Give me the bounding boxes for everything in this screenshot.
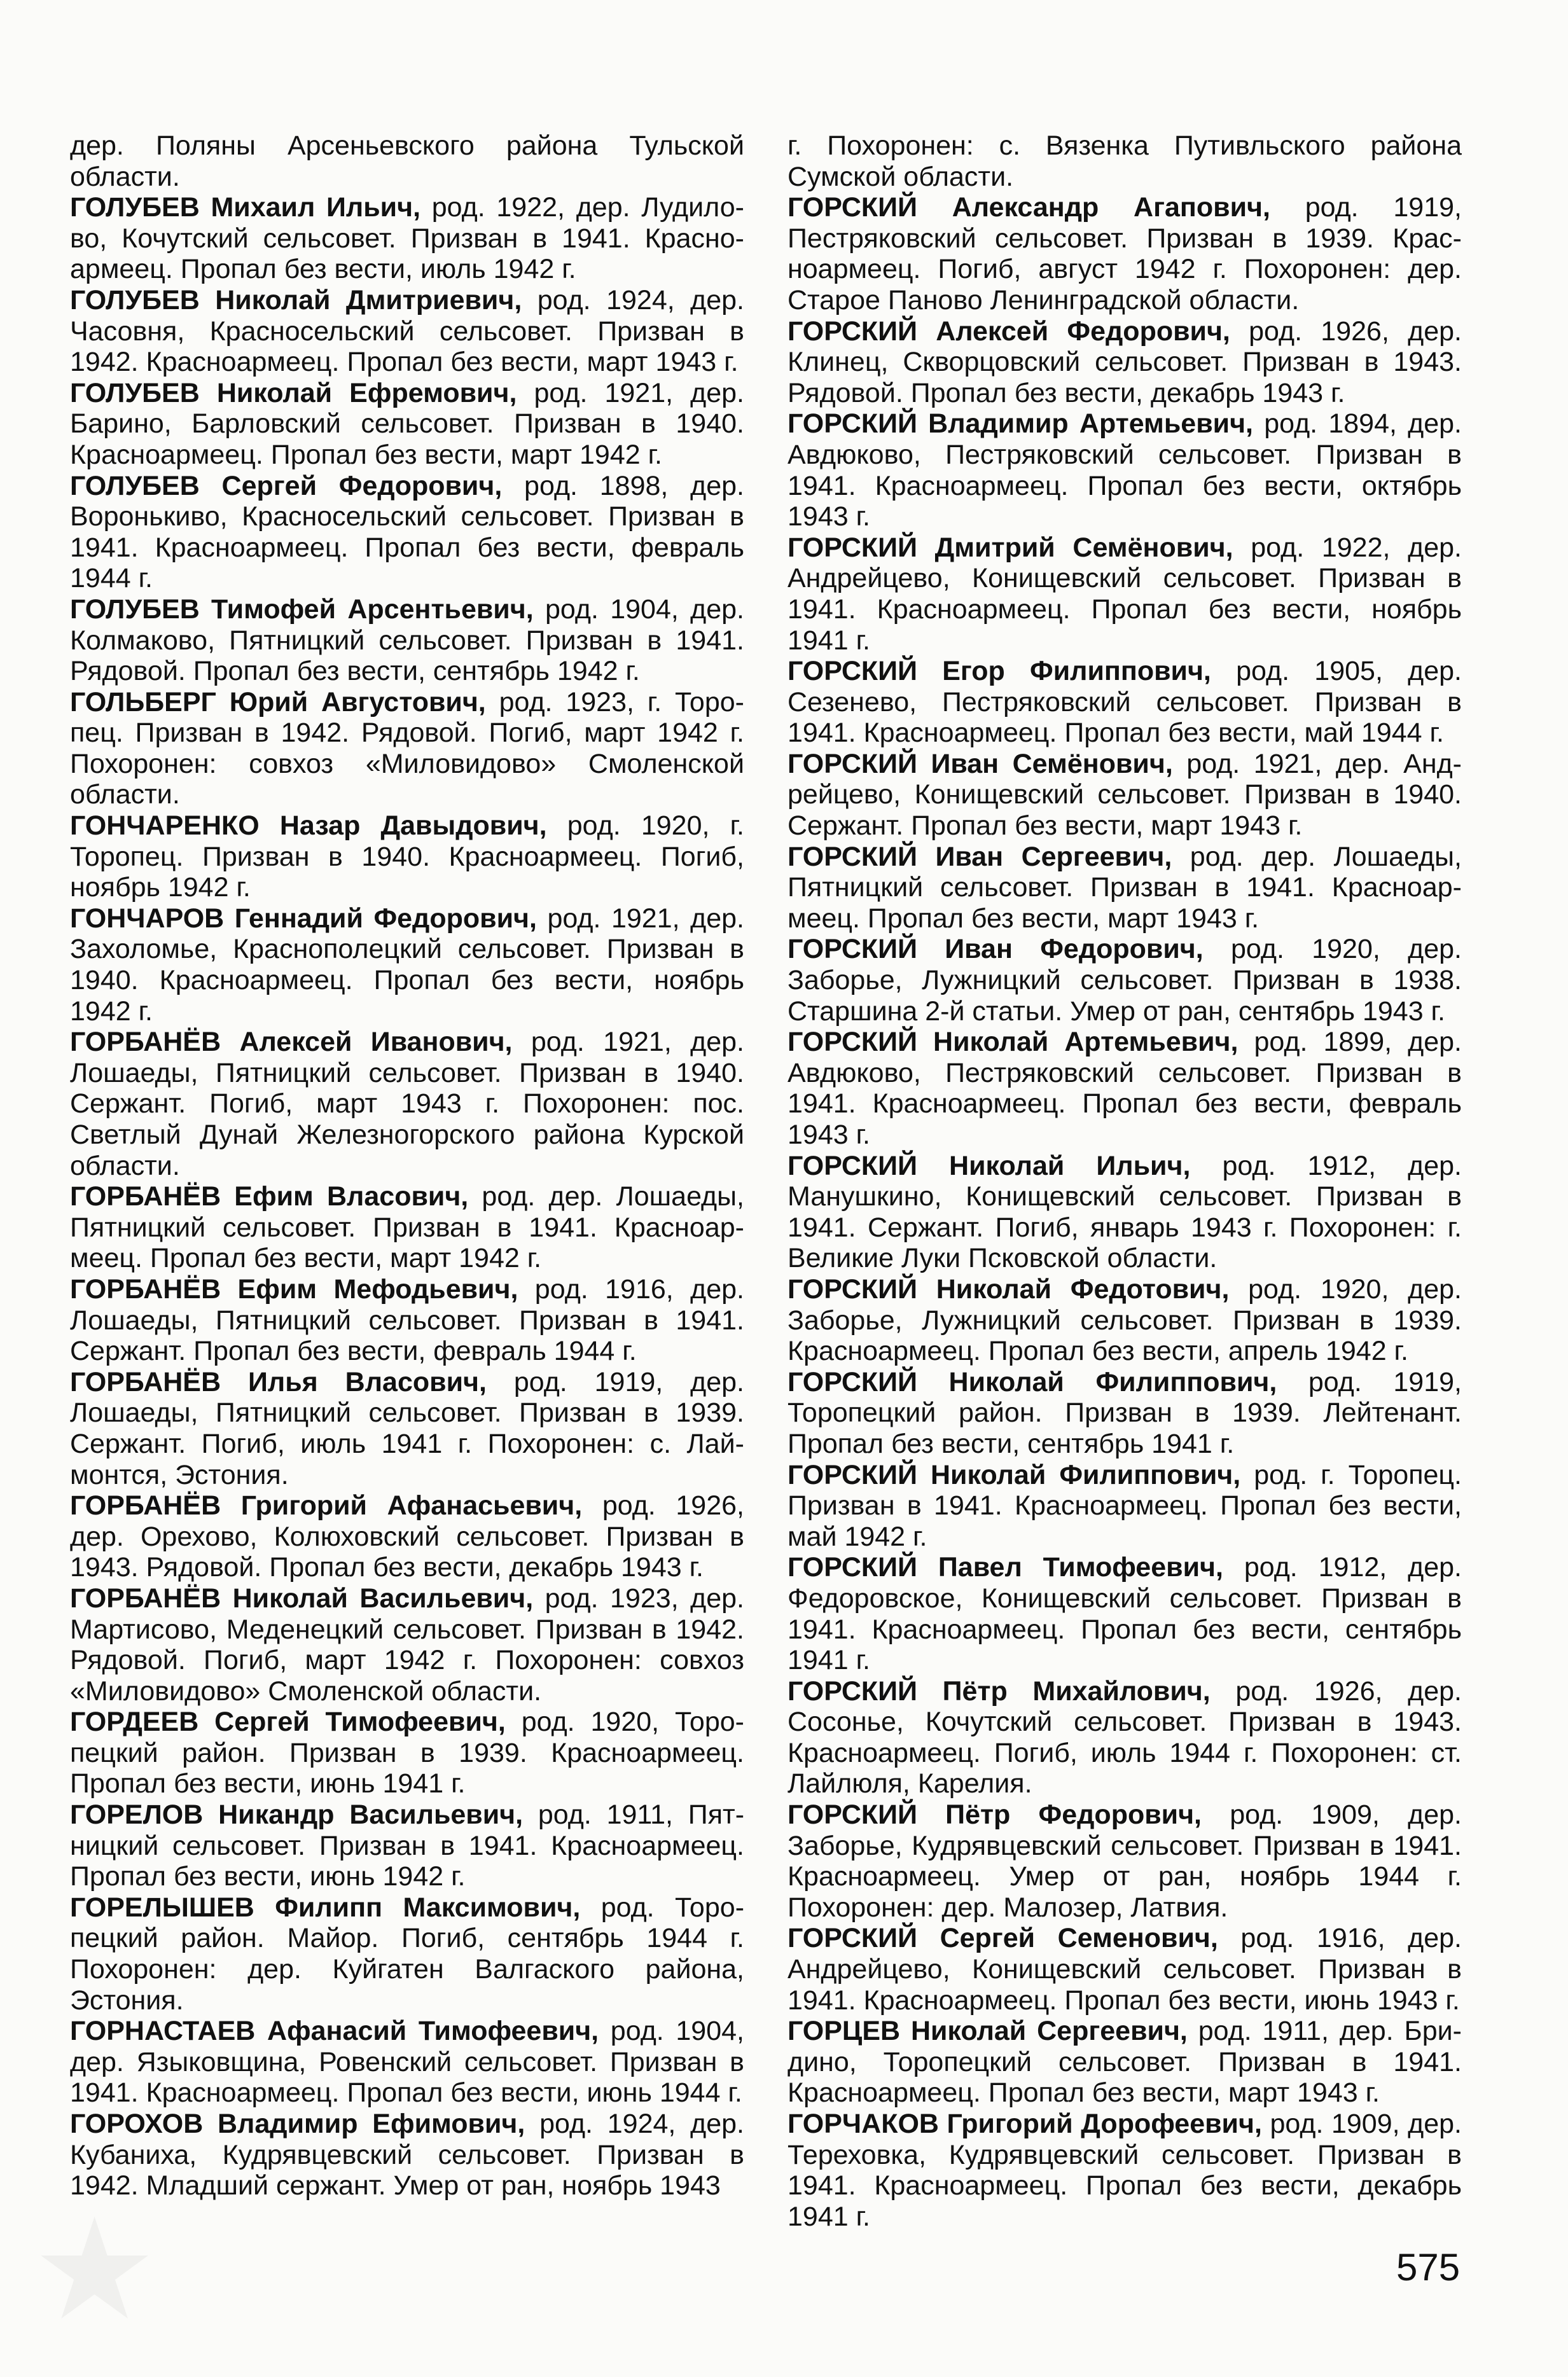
entry-text: род. г. Торопец. Призван в 1941. Красноармеец. Пропал без вести, май 1942 г.	[787, 1459, 1462, 1552]
entry-name: ГОРОХОВ Владимир Ефимович,	[70, 2109, 525, 2139]
entry	[70, 2016, 744, 2109]
entry-text: род. 1899, дер. Авдюково, Пестряковский сельсовет. Призван в 1941. Красноармеец. Пропал без вести, февраль 1943 г.	[787, 1027, 1462, 1150]
entry-text: г. Похоронен: с. Вязенка Путивльского района Сумской области.	[787, 130, 1462, 192]
entry-text: род. 1922, дер. Андрейцево, Конищевский сельсовет. Призван в 1941. Красноармеец. Пропал без вести, ноябрь 1941 г.	[787, 532, 1462, 656]
entry-text: род. 1926, дер. Орехово, Колюховский сельсовет. Призван в 1943. Рядовой. Пропал без вести, декабрь 1943 г.	[70, 1490, 744, 1583]
entry	[787, 656, 1462, 749]
entry-text: род. 1926, дер. Клинец, Скворцовский сельсовет. Призван в 1943. Рядовой. Пропал без вести, декабрь 1943 г.	[787, 315, 1462, 408]
entry	[787, 2016, 1462, 2109]
entry-name: ГОРЕЛОВ Никандр Васильевич,	[70, 1799, 524, 1831]
entry-name: ГОЛЬБЕРГ Юрий Августович,	[70, 686, 486, 717]
entry-name: ГОРСКИЙ Иван Федорович,	[787, 934, 1204, 965]
entry	[787, 1799, 1462, 1923]
entry-text: род. 1924, дер. Кубаниха, Кудрявцевский сельсовет. Призван в 1942. Младший сержант. Умер от ран, ноябрь 1943	[70, 2109, 744, 2201]
entry-name: ГОРСКИЙ Пётр Михайлович,	[787, 1675, 1211, 1707]
entry	[70, 2109, 744, 2201]
entry-name: ГОРСКИЙ Иван Сергеевич,	[787, 841, 1172, 872]
entry-name: ГОРСКИЙ Николай Филиппович,	[787, 1366, 1277, 1397]
entry	[70, 1181, 744, 1274]
entry-text: род. 1904, дер. Колмаково, Пятницкий сельсовет. Призван в 1941. Рядовой. Пропал без вести, сентябрь 1942 г.	[70, 593, 744, 687]
entry-name: ГОРСКИЙ Николай Ильич,	[787, 1150, 1191, 1181]
entry-name: ГОРСКИЙ Алексей Федорович,	[787, 315, 1230, 347]
entry-text: род. 1904, дер. Языковщина, Ровенский сельсовет. Призван в 1941. Красноармеец. Пропал без вести, июнь 1944 г.	[70, 2016, 744, 2109]
entry-name: ГОЛУБЕВ Николай Ефремович,	[70, 377, 517, 408]
entry	[787, 192, 1462, 315]
entry-name: ГОРСКИЙ Егор Филиппович,	[787, 656, 1211, 687]
entry	[70, 285, 744, 378]
entry-name: ГОРДЕЕВ Сергей Тимофеевич,	[70, 1707, 506, 1738]
entry-text: род. 1911, дер. Бридино, Торопецкий сельсовет. Призван в 1941. Красноармеец. Пропал без вести, март 1943 г.	[787, 2016, 1462, 2109]
watermark-star-icon: ★	[32, 2191, 158, 2348]
entry	[70, 1490, 744, 1583]
entry	[70, 471, 744, 594]
entry-name: ГОРЧАКОВ Григорий Дорофеевич,	[787, 2109, 1262, 2139]
entry-name: ГОНЧАРОВ Геннадий Федорович,	[70, 903, 537, 934]
entry-name: ГОРСКИЙ Николай Филиппович,	[787, 1459, 1241, 1490]
entry-text: род. 1909, дер. Заборье, Кудрявцевский сельсовет. Призван в 1941. Красноармеец. Умер от ран, ноябрь 1944 г. Похоронен: дер. Малозер, Латвия.	[787, 1799, 1462, 1923]
entry-name: ГОРСКИЙ Иван Семёнович,	[787, 748, 1173, 779]
entry	[787, 1676, 1462, 1799]
entry-text: род. дер. Лошаеды, Пятницкий сельсовет. Призван в 1941. Красноармеец. Пропал без вести, март 1942 г.	[70, 1181, 744, 1274]
entry-text: род. 1894, дер. Авдюково, Пестряковский сельсовет. Призван в 1941. Красноармеец. Пропал без вести, октябрь 1943 г.	[787, 408, 1462, 532]
entry	[787, 1367, 1462, 1460]
entry-name: ГОРЕЛЫШЕВ Филипп Максимович,	[70, 1892, 581, 1923]
entry	[787, 1552, 1462, 1675]
entry	[70, 1367, 744, 1490]
entry-text: род. Торопецкий район. Майор. Погиб, сентябрь 1944 г. Похоронен: дер. Куйгатен Валгаского района, Эстония.	[70, 1892, 745, 2016]
entry-name: ГОРБАНЁВ Ефим Власович,	[70, 1181, 469, 1212]
entry-name: ГОРСКИЙ Дмитрий Семёнович,	[787, 532, 1233, 563]
entry-text: род. 1922, дер. Лудилово, Кочутский сельсовет. Призван в 1941. Красноармеец. Пропал без вести, июль 1942 г.	[70, 192, 744, 285]
entry-text: род. 1921, дер. Андрейцево, Конищевский сельсовет. Призван в 1940. Сержант. Пропал без вести, март 1943 г.	[787, 748, 1462, 842]
entry-name: ГОРБАНЁВ Ефим Мефодьевич,	[70, 1273, 518, 1305]
entry-text: род. 1926, дер. Сосонье, Кочутский сельсовет. Призван в 1943. Красноармеец. Погиб, июль 1944 г. Похоронен: ст. Лайлюля, Карелия.	[787, 1675, 1462, 1799]
entry	[787, 408, 1462, 532]
entry-text: род. 1920, дер. Заборье, Лужницкий сельсовет. Призван в 1939. Красноармеец. Пропал без вести, апрель 1942 г.	[787, 1273, 1462, 1367]
entry-text: род. 1923, г. Торопец. Призван в 1942. Рядовой. Погиб, март 1942 г. Похоронен: совхоз «Миловидово» Смоленской области.	[70, 686, 744, 810]
entry-name: ГОЛУБЕВ Сергей Федорович,	[70, 470, 503, 501]
entry	[787, 934, 1462, 1027]
entry	[787, 532, 1462, 656]
entry	[787, 842, 1462, 934]
entry	[787, 1460, 1462, 1553]
entry	[70, 1799, 744, 1892]
entry-text: род. 1916, дер. Лошаеды, Пятницкий сельсовет. Призван в 1941. Сержант. Пропал без вести, февраль 1944 г.	[70, 1273, 744, 1367]
entry-name: ГОЛУБЕВ Тимофей Арсентьевич,	[70, 593, 534, 625]
entry-text: род. 1909, дер. Тереховка, Кудрявцевский сельсовет. Призван в 1941. Красноармеец. Пропал без вести, декабрь 1941 г.	[787, 2109, 1462, 2232]
entry	[70, 1583, 744, 1707]
entry-text: род. 1920, г. Торопец. Призван в 1940. Красноармеец. Погиб, ноябрь 1942 г.	[70, 810, 744, 903]
entry-name: ГОРБАНЁВ Илья Власович,	[70, 1366, 487, 1397]
entry-text: род. 1921, дер. Барино, Барловский сельсовет. Призван в 1940. Красноармеец. Пропал без вести, март 1942 г.	[70, 377, 745, 470]
entry-name: ГОЛУБЕВ Николай Дмитриевич,	[70, 284, 522, 315]
right-column	[787, 130, 1462, 2232]
entry	[70, 192, 744, 285]
entry-name: ГОРБАНЁВ Николай Васильевич,	[70, 1583, 534, 1614]
entry-text: род. 1911, Пятницкий сельсовет. Призван в 1941. Красноармеец. Пропал без вести, июнь 1942 г.	[70, 1799, 745, 1892]
entry-text: род. дер. Лошаеды, Пятницкий сельсовет. Призван в 1941. Красноармеец. Пропал без вести, март 1943 г.	[787, 841, 1462, 934]
entry-text: род. 1920, дер. Заборье, Лужницкий сельсовет. Призван в 1938. Старшина 2-й статьи. Умер от ран, сентябрь 1943 г.	[787, 934, 1462, 1027]
entry-text: род. 1919, Пестряковский сельсовет. Призван в 1939. Красноармеец. Погиб, август 1942 г. Похоронен: дер. Старое Паново Ленинградской области.	[787, 192, 1462, 315]
entry-text: род. 1919, Торопецкий район. Призван в 1939. Лейтенант. Пропал без вести, сентябрь 1941 г.	[787, 1366, 1462, 1459]
entry	[787, 749, 1462, 842]
entry-text: род. 1923, дер. Мартисово, Меденецкий сельсовет. Призван в 1942. Рядовой. Погиб, март 1942 г. Похоронен: совхоз «Миловидово» Смоленской области.	[70, 1583, 744, 1707]
entry-text: род. 1920, Торопецкий район. Призван в 1939. Красноармеец. Пропал без вести, июнь 1941 г.	[70, 1707, 744, 1799]
entry-text: род. 1912, дер. Манушкино, Конищевский сельсовет. Призван в 1941. Сержант. Погиб, январь 1943 г. Похоронен: г. Великие Луки Псковской области.	[787, 1150, 1462, 1274]
entry-text: род. 1919, дер. Лошаеды, Пятницкий сельсовет. Призван в 1939. Сержант. Погиб, июль 1941 г. Похоронен: с. Лаймонтся, Эстония.	[70, 1366, 745, 1490]
entry-name: ГОРСКИЙ Николай Федотович,	[787, 1273, 1230, 1305]
entry-text: дер. Поляны Арсеньевского района Тульской области.	[70, 130, 744, 192]
entry-name: ГОЛУБЕВ Михаил Ильич,	[70, 192, 421, 223]
entry-name: ГОРБАНЁВ Григорий Афанасьевич,	[70, 1490, 583, 1521]
entry-text: род. 1921, дер. Лошаеды, Пятницкий сельсовет. Призван в 1940. Сержант. Погиб, март 1943 г. Похоронен: пос. Светлый Дунай Железногорского района Курской области.	[70, 1027, 745, 1181]
entry-text: род. 1916, дер. Андрейцево, Конищевский сельсовет. Призван в 1941. Красноармеец. Пропал без вести, июнь 1943 г.	[787, 1923, 1462, 2016]
entry-text: род. 1912, дер. Федоровское, Конищевский сельсовет. Призван в 1941. Красноармеец. Пропал без вести, сентябрь 1941 г.	[787, 1552, 1462, 1676]
entry	[70, 594, 744, 687]
page-number: 575	[1396, 2246, 1460, 2289]
entry	[70, 130, 744, 192]
entry	[787, 1923, 1462, 2016]
entry-name: ГОРСКИЙ Владимир Артемьевич,	[787, 408, 1253, 440]
entry-name: ГОРСКИЙ Александр Агапович,	[787, 192, 1270, 223]
entry-name: ГОРСКИЙ Сергей Семенович,	[787, 1923, 1218, 1954]
entry-name: ГОРСКИЙ Пётр Федорович,	[787, 1799, 1202, 1831]
left-column	[70, 130, 744, 2201]
entry-name: ГОРСКИЙ Павел Тимофеевич,	[787, 1552, 1223, 1583]
entry	[787, 316, 1462, 409]
entry	[70, 1892, 744, 2016]
entry	[787, 1027, 1462, 1150]
entry	[70, 903, 744, 1027]
entry-text: род. 1921, дер. Захоломье, Краснополецкий сельсовет. Призван в 1940. Красноармеец. Пропал без вести, ноябрь 1942 г.	[70, 903, 745, 1027]
entry	[787, 2109, 1462, 2232]
entry	[787, 1274, 1462, 1367]
entry	[70, 378, 744, 471]
entry-name: ГОРЦЕВ Николай Сергеевич,	[787, 2016, 1188, 2047]
entry	[787, 1151, 1462, 1274]
entry	[787, 130, 1462, 192]
entry-name: ГОРНАСТАЕВ Афанасий Тимофеевич,	[70, 2016, 599, 2047]
entry-text: род. 1924, дер. Часовня, Красносельский сельсовет. Призван в 1942. Красноармеец. Пропал без вести, март 1943 г.	[70, 284, 744, 378]
entry-name: ГОРСКИЙ Николай Артемьевич,	[787, 1027, 1238, 1058]
entry-text: род. 1898, дер. Воронькиво, Красносельский сельсовет. Призван в 1941. Красноармеец. Пропал без вести, февраль 1944 г.	[70, 470, 744, 594]
entry	[70, 1707, 744, 1799]
entry	[70, 1027, 744, 1181]
entry	[70, 1274, 744, 1367]
entry-name: ГОНЧАРЕНКО Назар Давыдович,	[70, 810, 547, 842]
entry-text: род. 1905, дер. Сезенево, Пестряковский сельсовет. Призван в 1941. Красноармеец. Пропал без вести, май 1944 г.	[787, 656, 1462, 749]
entry-name: ГОРБАНЁВ Алексей Иванович,	[70, 1027, 513, 1058]
entry	[70, 810, 744, 903]
entry	[70, 687, 744, 810]
